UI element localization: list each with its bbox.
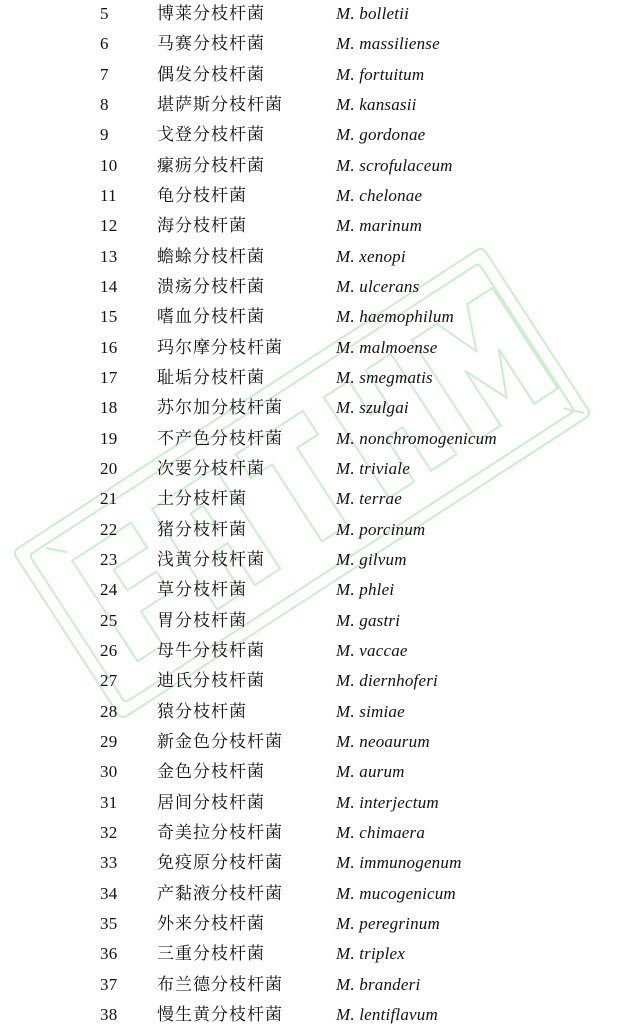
- scientific-name: M. massiliense: [336, 34, 440, 54]
- chinese-name: 迪氏分枝杆菌: [157, 671, 265, 692]
- table-row: [0, 334, 632, 364]
- scientific-name: M. porcinum: [336, 519, 426, 539]
- scientific-name: M. lentiflavum: [336, 1004, 438, 1024]
- row-number: 32: [100, 822, 118, 842]
- table-row: [0, 30, 632, 60]
- scientific-name: M. aurum: [336, 762, 405, 782]
- table-row: [0, 61, 632, 91]
- scientific-name: M. fortuitum: [336, 64, 425, 84]
- table-row: [0, 849, 632, 879]
- table-row: [0, 971, 632, 1001]
- scientific-name: M. chimaera: [336, 822, 426, 842]
- table-row: [0, 182, 632, 212]
- table-row: [0, 728, 632, 758]
- scientific-name: M. nonchromogenicum: [336, 428, 497, 448]
- scientific-name: M. kansasii: [336, 94, 417, 114]
- scientific-name: M. haemophilum: [336, 307, 455, 327]
- chinese-name: 慢生黄分枝杆菌: [157, 1004, 283, 1025]
- chinese-name: 居间分枝杆菌: [157, 792, 265, 813]
- row-number: 22: [100, 519, 118, 539]
- table-row: [0, 910, 632, 940]
- row-number: 13: [100, 246, 118, 266]
- row-number: 15: [100, 307, 118, 327]
- row-number: 26: [100, 640, 118, 660]
- scientific-name: M. ulcerans: [336, 276, 420, 296]
- table-row: [0, 516, 632, 546]
- row-number: 36: [100, 944, 118, 964]
- scientific-name: M. xenopi: [336, 246, 406, 266]
- row-number: 21: [100, 489, 118, 509]
- scientific-name: M. terrae: [336, 489, 403, 509]
- chinese-name: 免疫原分枝杆菌: [157, 853, 283, 874]
- scientific-name: M. marinum: [336, 216, 423, 236]
- chinese-name: 嗜血分枝杆菌: [157, 307, 265, 328]
- scientific-name: M. branderi: [336, 974, 421, 994]
- table-row: [0, 303, 632, 333]
- chinese-name: 金色分枝杆菌: [157, 762, 265, 783]
- scientific-name: M. immunogenum: [336, 853, 462, 873]
- row-number: 19: [100, 428, 118, 448]
- row-number: 7: [100, 64, 109, 84]
- chinese-name: 蟾蜍分枝杆菌: [157, 246, 265, 267]
- scientific-name: M. simiae: [336, 701, 405, 721]
- scientific-name: M. triplex: [336, 944, 406, 964]
- row-number: 11: [100, 185, 117, 205]
- table-row: [0, 273, 632, 303]
- row-number: 38: [100, 1004, 118, 1024]
- chinese-name: 奇美拉分枝杆菌: [157, 822, 283, 843]
- chinese-name: 产黏液分枝杆菌: [157, 883, 283, 904]
- scientific-name: M. smegmatis: [336, 367, 433, 387]
- row-number: 17: [100, 367, 118, 387]
- scientific-name: M. gilvum: [336, 549, 407, 569]
- table-row: [0, 485, 632, 515]
- table-row: [0, 212, 632, 242]
- scientific-name: M. bolletii: [336, 4, 410, 23]
- scientific-name: M. gastri: [336, 610, 401, 630]
- chinese-name: 母牛分枝杆菌: [157, 640, 265, 661]
- scientific-name: M. triviale: [336, 458, 410, 478]
- table-row: [0, 546, 632, 576]
- table-row: [0, 789, 632, 819]
- row-number: 23: [100, 549, 118, 569]
- row-number: 25: [100, 610, 118, 630]
- chinese-name: 偶发分枝杆菌: [157, 64, 265, 85]
- table-row: [0, 698, 632, 728]
- chinese-name: 玛尔摩分枝杆菌: [157, 337, 283, 358]
- scientific-name: M. chelonae: [336, 185, 423, 205]
- scientific-name: M. interjectum: [336, 792, 439, 812]
- table-row: [0, 819, 632, 849]
- table-row: [0, 880, 632, 910]
- row-number: 28: [100, 701, 118, 721]
- chinese-name: 布兰德分枝杆菌: [157, 974, 283, 995]
- scientific-name: M. vaccae: [336, 640, 408, 660]
- chinese-name: 草分枝杆菌: [157, 580, 247, 601]
- chinese-name: 戈登分枝杆菌: [157, 125, 265, 146]
- chinese-name: 新金色分枝杆菌: [157, 731, 283, 752]
- chinese-name: 瘰疬分枝杆菌: [157, 155, 265, 176]
- table-row: [0, 0, 632, 30]
- scientific-name: M. mucogenicum: [336, 883, 456, 903]
- row-number: 35: [100, 913, 118, 933]
- table-row: [0, 637, 632, 667]
- row-number: 6: [100, 34, 109, 54]
- row-number: 18: [100, 398, 118, 418]
- row-number: 8: [100, 94, 109, 114]
- scientific-name: M. malmoense: [336, 337, 438, 357]
- scientific-name: M. diernhoferi: [336, 671, 438, 691]
- row-number: 20: [100, 458, 118, 478]
- row-number: 9: [100, 125, 109, 145]
- chinese-name: 马赛分枝杆菌: [157, 34, 265, 55]
- row-number: 29: [100, 731, 118, 751]
- chinese-name: 博莱分枝杆菌: [157, 4, 265, 24]
- row-number: 24: [100, 580, 118, 600]
- chinese-name: 海分枝杆菌: [157, 216, 247, 237]
- row-number: 33: [100, 853, 118, 873]
- row-number: 12: [100, 216, 118, 236]
- chinese-name: 堪萨斯分枝杆菌: [157, 94, 283, 115]
- row-number: 31: [100, 792, 118, 812]
- chinese-name: 胃分枝杆菌: [157, 610, 247, 631]
- scientific-name: M. peregrinum: [336, 913, 440, 933]
- row-number: 37: [100, 974, 118, 994]
- scientific-name: M. neoaurum: [336, 731, 430, 751]
- chinese-name: 猪分枝杆菌: [157, 519, 247, 540]
- table-row: [0, 152, 632, 182]
- scientific-name: M. szulgai: [336, 398, 409, 418]
- table-row: [0, 667, 632, 697]
- row-number: 10: [100, 155, 118, 175]
- chinese-name: 龟分枝杆菌: [157, 185, 247, 206]
- chinese-name: 耻垢分枝杆菌: [157, 367, 265, 388]
- table-row: [0, 455, 632, 485]
- chinese-name: 溃疡分枝杆菌: [157, 276, 265, 297]
- scientific-name: M. gordonae: [336, 125, 426, 145]
- row-number: 16: [100, 337, 118, 357]
- row-number: 14: [100, 276, 118, 296]
- chinese-name: 土分枝杆菌: [157, 489, 247, 510]
- row-number: 34: [100, 883, 118, 903]
- scientific-name: M. scrofulaceum: [336, 155, 453, 175]
- row-number: 5: [100, 4, 109, 23]
- table-row: [0, 758, 632, 788]
- chinese-name: 不产色分枝杆菌: [157, 428, 283, 449]
- chinese-name: 苏尔加分枝杆菌: [157, 398, 283, 419]
- chinese-name: 三重分枝杆菌: [157, 944, 265, 965]
- chinese-name: 浅黄分枝杆菌: [157, 549, 265, 570]
- table-row: [0, 425, 632, 455]
- scientific-name: M. phlei: [336, 580, 395, 600]
- chinese-name: 外来分枝杆菌: [157, 913, 265, 934]
- table-row: [0, 1001, 632, 1031]
- chinese-name: 次要分枝杆菌: [157, 458, 265, 479]
- table-row: [0, 121, 632, 151]
- table-row: [0, 91, 632, 121]
- table-row: [0, 364, 632, 394]
- table-row: [0, 940, 632, 970]
- chinese-name: 猿分枝杆菌: [157, 701, 247, 722]
- table-row: [0, 243, 632, 273]
- table-row: [0, 394, 632, 424]
- row-number: 27: [100, 671, 118, 691]
- table-row: [0, 607, 632, 637]
- row-number: 30: [100, 762, 118, 782]
- table-row: [0, 576, 632, 606]
